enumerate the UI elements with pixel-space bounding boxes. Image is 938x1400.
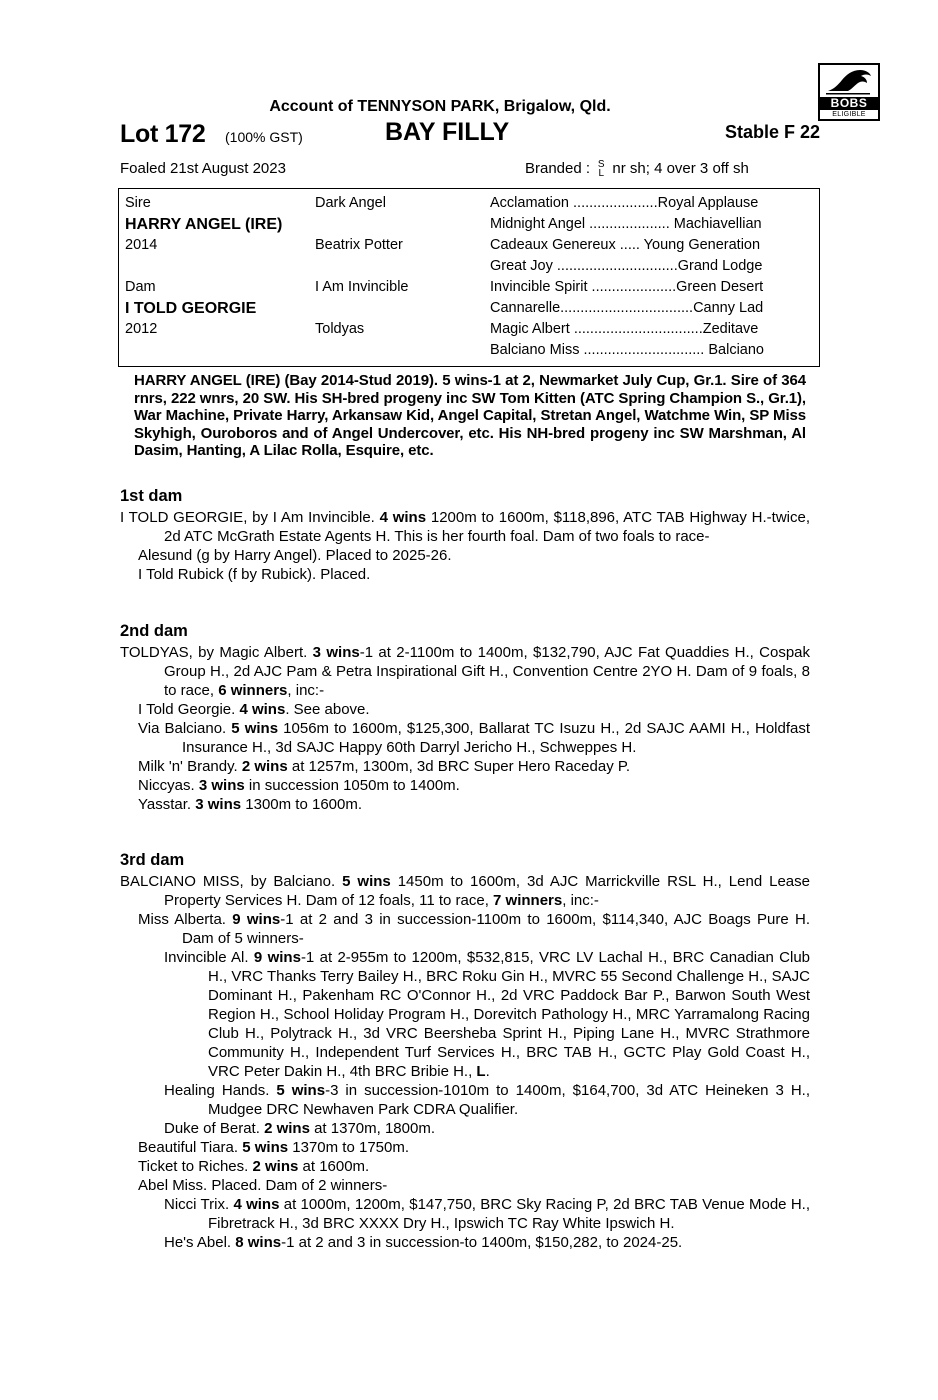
- progeny-wins: 3 wins: [195, 796, 242, 813]
- pedigree-cell-blank: [315, 340, 490, 361]
- progeny-detail: at 1600m.: [298, 1158, 370, 1175]
- progeny-detail: -1 at 2 and 3 in succession-1100m to 1600m, $114,340, AJC Boags Pure H. Dam of 5 winners-: [182, 911, 810, 947]
- pedigree-cell-greatgrandparents: Cadeaux Genereux ..... Young Generation: [490, 237, 761, 253]
- progeny-item: [120, 719, 810, 757]
- progeny-detail: at 1257m, 1300m, 3d BRC Super Hero Raceday P.: [287, 758, 631, 775]
- pedigree-row: [125, 235, 813, 256]
- sire-summary-paragraph: HARRY ANGEL (IRE) (Bay 2014-Stud 2019). 5 wins-1 at 2, Newmarket July Cup, Gr.1. Sire of 364 rnrs, 222 wnrs, 20 SW. His SH-bred progeny inc SW Tom Kitten (ATC Spring Champion S., Gr.1), War Machine, Private Harry, Arkansaw Kid, Angel Capital, Stretan Angel, Watchme Win, SP Miss Skyhigh, Ouroboros and of Angel Undercover, etc. His NH-bred progeny inc SW Marshman, Al Dasim, Hanting, A Lilac Rolla, Esquire, etc.: [134, 372, 806, 459]
- progeny-item: [120, 776, 810, 795]
- horse-sex-colour: BAY FILLY: [385, 118, 510, 146]
- pedigree-row: [125, 319, 813, 340]
- dam-name: I TOLD GEORGIE: [125, 300, 257, 317]
- first-dam-name: I TOLD GEORGIE, by I Am Invincible.: [120, 509, 380, 526]
- progeny-detail: -3 in succession-1010m to 1400m, $164,700, 3d ATC Heineken 3 H., Mudgee DRC Newhaven Park CDRA Qualifier.: [208, 1082, 810, 1118]
- progeny-name: Niccyas.: [138, 777, 199, 794]
- brand-symbol-bottom: L: [598, 167, 604, 179]
- second-dam-winners: 6 winners: [218, 682, 288, 699]
- progeny-listed-flag: L: [476, 1063, 486, 1080]
- second-dam-main: [120, 643, 810, 700]
- second-dam-detail2: , inc:-: [287, 682, 325, 699]
- pedigree-cell-blank: [315, 214, 490, 235]
- third-dam-winners: 7 winners: [493, 892, 563, 909]
- progeny-name: Nicci Trix.: [164, 1196, 234, 1213]
- pedigree-row: [125, 256, 813, 277]
- progeny-name: Milk 'n' Brandy.: [138, 758, 242, 775]
- pedigree-row: [125, 193, 813, 214]
- second-dam-name: TOLDYAS, by Magic Albert.: [120, 644, 313, 661]
- progeny-wins: 2 wins: [241, 758, 288, 775]
- progeny-wins: 2 wins: [252, 1158, 299, 1175]
- progeny-wins: 2 wins: [264, 1120, 310, 1137]
- progeny-name: Ticket to Riches.: [138, 1158, 253, 1175]
- second-dam-detail: -1 at 2-1100m to 1400m, $132,790, AJC Fat Quaddies H., Cospak Group H., 2d AJC Pam & Petra Inspirational Gift H., Convention Centre 2YO H. Dam of 9 foals, 8 to race,: [164, 644, 811, 699]
- sire-year: 2014: [125, 237, 158, 253]
- stable-label: Stable F 22: [724, 122, 820, 142]
- first-dam-detail: 1200m to 1600m, $118,896, ATC TAB Highway H.-twice, 2d ATC McGrath Estate Agents H. This is her fourth foal. Dam of two foals to race-: [164, 509, 810, 545]
- third-dam-detail: 1450m to 1600m, 3d AJC Marrickville RSL H., Lend Lease Property Services H. Dam of 12 foals, 11 to race,: [164, 873, 810, 909]
- pedigree-cell-greatgrandparents: Midnight Angel .................... Machiavellian: [490, 216, 762, 232]
- pedigree-cell-granddam: Beatrix Potter: [315, 237, 403, 253]
- pedigree-cell-greatgrandparents: Magic Albert ................................Zeditave: [490, 321, 759, 337]
- pedigree-cell-greatgrandparents: Cannarelle.................................Canny Lad: [490, 300, 764, 316]
- pedigree-cell-sire-label: Sire: [125, 195, 151, 211]
- third-dam-name: BALCIANO MISS, by Balciano.: [120, 873, 343, 890]
- progeny-item: Alesund (g by Harry Angel). Placed to 2025-26.: [138, 547, 452, 564]
- pedigree-cell-secondam: Toldyas: [315, 321, 365, 337]
- second-dam-section: [120, 622, 810, 814]
- progeny-wins: 5 wins: [231, 720, 279, 737]
- progeny-detail: 1056m to 1600m, $125,300, Ballarat TC Isuzu H., 2d SAJC AAMI H., Holdfast Insurance H., 3d SAJC Happy 60th Darryl Jericho H., Schweppes H.: [182, 720, 811, 756]
- pedigree-row: [125, 340, 813, 361]
- pedigree-table: [118, 188, 820, 367]
- sire-name: HARRY ANGEL (IRE): [125, 216, 283, 233]
- pedigree-cell-blank: [125, 256, 315, 277]
- pedigree-cell-greatgrandparents: Great Joy ..............................Grand Lodge: [490, 258, 763, 274]
- horse-head-icon: [820, 65, 878, 97]
- progeny-name: Yasstar.: [138, 796, 196, 813]
- pedigree-cell-greatgrandparents: Balciano Miss .............................. Balciano: [490, 342, 764, 358]
- foaled-date: Foaled 21st August 2023: [120, 160, 286, 177]
- progeny-wins: 5 wins: [276, 1082, 326, 1099]
- progeny-item: [120, 910, 810, 948]
- brand-symbol: [594, 158, 608, 179]
- gst-label: (100% GST): [225, 129, 303, 145]
- progeny-detail: in succession 1050m to 1400m.: [244, 777, 460, 794]
- bobs-wordmark: BOBS: [820, 97, 878, 110]
- progeny-wins: 4 wins: [239, 701, 286, 718]
- pedigree-row: [125, 277, 813, 298]
- progeny-wins: 9 wins: [232, 911, 281, 928]
- progeny-item: [120, 700, 810, 719]
- progeny-wins: 8 wins: [235, 1234, 282, 1251]
- title-row: [120, 120, 820, 152]
- progeny-item: [120, 1081, 810, 1119]
- progeny-wins: 4 wins: [233, 1196, 280, 1213]
- progeny-name: Beautiful Tiara.: [138, 1139, 243, 1156]
- progeny-detail: 1370m to 1750m.: [288, 1139, 410, 1156]
- dam-year: 2012: [125, 321, 158, 337]
- branded-label: Branded :: [525, 160, 591, 177]
- progeny-item: [120, 948, 810, 1081]
- third-dam-wins: 5 wins: [342, 873, 391, 890]
- second-dam-heading: 2nd dam: [120, 622, 188, 640]
- progeny-detail: 1300m to 1600m.: [241, 796, 363, 813]
- second-dam-wins: 3 wins: [312, 644, 360, 661]
- first-dam-section: [120, 487, 810, 584]
- progeny-name: I Told Georgie.: [138, 701, 240, 718]
- progeny-item: [120, 757, 810, 776]
- pedigree-cell-dam-label: Dam: [125, 279, 156, 295]
- progeny-wins: 9 wins: [253, 949, 301, 966]
- pedigree-cell-blank: [315, 298, 490, 319]
- brand-details: [525, 160, 749, 178]
- pedigree-cell-blank: [315, 256, 490, 277]
- bobs-eligible-label: ELIGIBLE: [832, 111, 866, 118]
- pedigree-row: [125, 298, 813, 319]
- progeny-detail: . See above.: [285, 701, 370, 718]
- progeny-name: Via Balciano.: [138, 720, 232, 737]
- progeny-wins: 5 wins: [242, 1139, 289, 1156]
- progeny-name: Invincible Al.: [164, 949, 254, 966]
- first-dam-heading: 1st dam: [120, 487, 183, 505]
- brand-symbol-top: S: [597, 158, 605, 170]
- pedigree-cell-greatgrandparents: Invincible Spirit .....................Green Desert: [490, 279, 764, 295]
- progeny-name: Abel Miss. Placed. Dam of 2 winners-: [138, 1177, 388, 1194]
- progeny-item: [120, 1176, 810, 1195]
- account-line: Account of TENNYSON PARK, Brigalow, Qld.: [269, 98, 611, 115]
- progeny-item: [120, 1157, 810, 1176]
- progeny-item: [120, 1119, 810, 1138]
- pedigree-cell-blank: [125, 340, 315, 361]
- progeny-detail: at 1000m, 1200m, $147,750, BRC Sky Racing P, 2d BRC TAB Venue Mode H., Fibretrack H., 3d BRC XXXX Dry H., Ipswich TC Ray White Ipswich H.: [208, 1196, 810, 1232]
- progeny-item: [120, 795, 810, 814]
- pedigree-cell-greatgrandparents: Acclamation .....................Royal Applause: [490, 195, 759, 211]
- third-dam-section: [120, 851, 810, 1252]
- progeny-name: Healing Hands.: [164, 1082, 277, 1099]
- first-dam-main: [120, 508, 810, 546]
- pedigree-row: [125, 214, 813, 235]
- progeny-name: Duke of Berat.: [164, 1120, 265, 1137]
- third-dam-main: [120, 872, 810, 910]
- progeny-item: [120, 1233, 810, 1252]
- progeny-name: Miss Alberta.: [138, 911, 233, 928]
- third-dam-detail2: , inc:-: [562, 892, 599, 909]
- third-dam-heading: 3rd dam: [120, 851, 185, 869]
- progeny-detail: at 1370m, 1800m.: [309, 1120, 435, 1137]
- lot-number: Lot 172: [120, 120, 206, 148]
- progeny-detail: -1 at 2 and 3 in succession-to 1400m, $150,282, to 2024-25.: [281, 1234, 683, 1251]
- progeny-item: [120, 1195, 810, 1233]
- pedigree-cell-damsire: I Am Invincible: [315, 279, 409, 295]
- progeny-name: He's Abel.: [164, 1234, 236, 1251]
- progeny-detail-tail: .: [485, 1063, 490, 1080]
- progeny-wins: 3 wins: [198, 777, 245, 794]
- brand-description: nr sh; 4 over 3 off sh: [612, 160, 749, 177]
- first-dam-wins: 4 wins: [379, 509, 427, 526]
- progeny-item: [120, 1138, 810, 1157]
- pedigree-cell-grandsire: Dark Angel: [315, 195, 386, 211]
- progeny-item: I Told Rubick (f by Rubick). Placed.: [138, 566, 371, 583]
- progeny-detail: -1 at 2-955m to 1200m, $532,815, VRC LV Lachal H., BRC Canadian Club H., VRC Thanks Terry Bailey H., BRC Roku Gin H., MVRC 55 Second Challenge H., SAJC Dominant H., Pakenham RC O'Connor H., 2d VRC Paddock Bar P., Barwon South West Region H., School Holiday Program H., Dorevitch Pathology H., MRC Yarramalong Racing Club H., Polytrack H., 3d VRC Beersheba Sprint H., Piping Lane H., MVRC Strathmore Community H., Independent Turf Services H., BRC TAB H., GCTC Play Gold Coast H., VRC Peter Dakin H., 4th BRC Bribie H.,: [208, 949, 811, 1080]
